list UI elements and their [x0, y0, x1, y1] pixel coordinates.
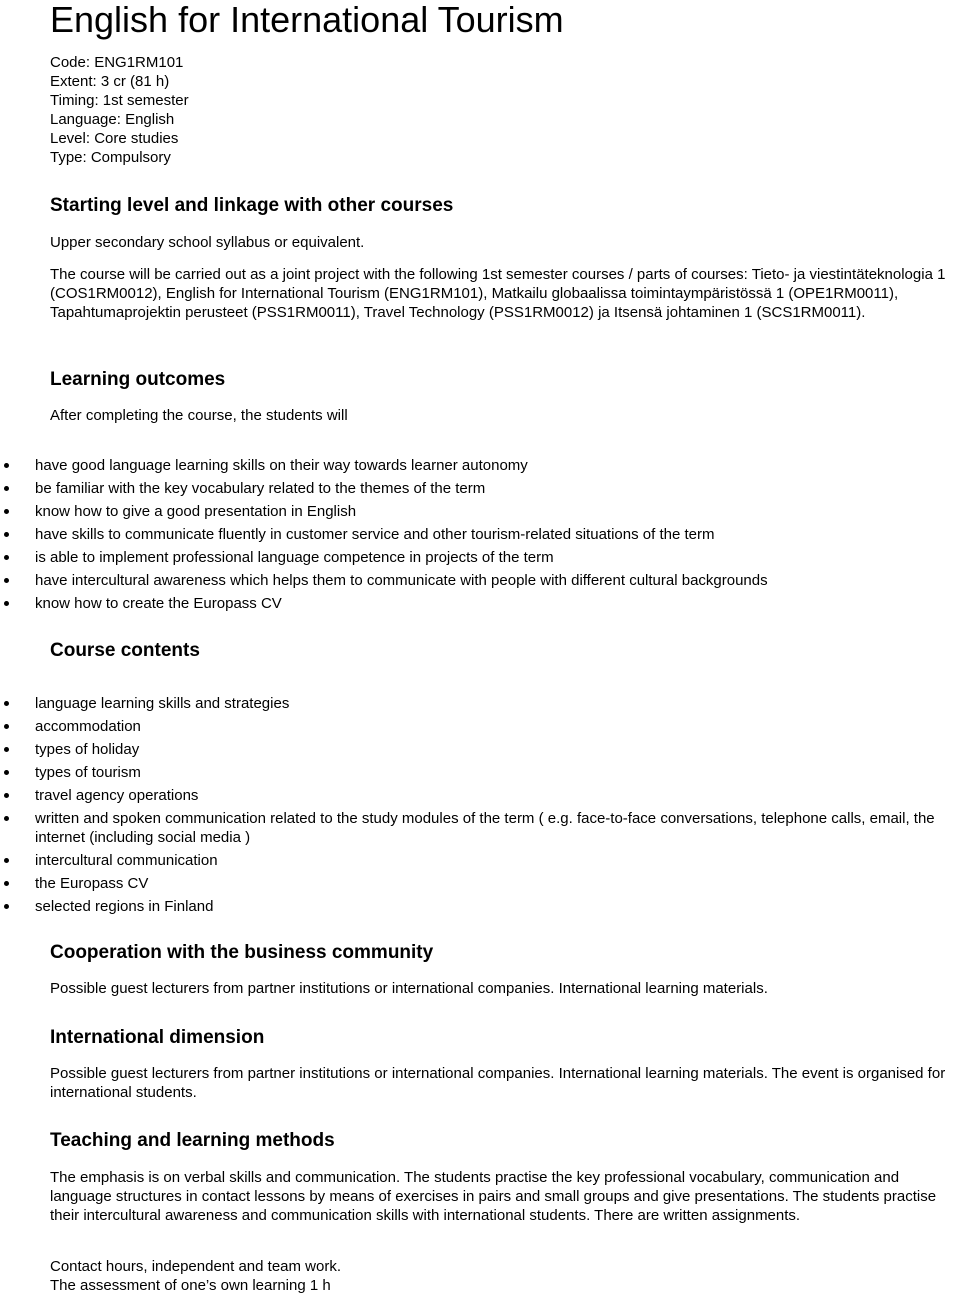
- list-item: types of holiday: [0, 740, 947, 759]
- list-item: have skills to communicate fluently in customer service and other tourism-related situations of the term: [0, 525, 947, 544]
- page-title: English for International Tourism: [50, 0, 564, 40]
- course-type: Type: Compulsory: [50, 149, 171, 166]
- course-contents-list: [0, 694, 960, 920]
- international-dimension-heading: International dimension: [50, 1027, 265, 1048]
- bullet-icon: [4, 881, 9, 886]
- list-item: know how to create the Europass CV: [0, 594, 947, 613]
- course-level: Level: Core studies: [50, 130, 179, 147]
- teaching-methods-heading: Teaching and learning methods: [50, 1130, 335, 1151]
- learning-outcomes-heading: Learning outcomes: [50, 369, 226, 390]
- bullet-icon: [4, 509, 9, 514]
- list-item: written and spoken communication related to the study modules of the term ( e.g. face-to-face conversations, telephone calls, email, the internet (including social media ): [0, 809, 947, 847]
- list-item: accommodation: [0, 717, 947, 736]
- list-item: travel agency operations: [0, 786, 947, 805]
- course-extent: Extent: 3 cr (81 h): [50, 73, 170, 90]
- bullet-icon: [4, 816, 9, 821]
- bullet-icon: [4, 770, 9, 775]
- bullet-icon: [4, 724, 9, 729]
- bullet-icon: [4, 532, 9, 537]
- assessment-text: The assessment of one’s own learning 1 h: [50, 1277, 331, 1294]
- course-code: Code: ENG1RM101: [50, 54, 184, 71]
- cooperation-heading: Cooperation with the business community: [50, 942, 434, 963]
- learning-outcomes-intro: After completing the course, the students will: [50, 407, 348, 424]
- list-item: be familiar with the key vocabulary related to the themes of the term: [0, 479, 947, 498]
- bullet-icon: [4, 747, 9, 752]
- list-item: selected regions in Finland: [0, 897, 947, 916]
- starting-level-text: Upper secondary school syllabus or equivalent.: [50, 234, 365, 251]
- bullet-icon: [4, 578, 9, 583]
- bullet-icon: [4, 904, 9, 909]
- list-item: have intercultural awareness which helps them to communicate with people with different cultural backgrounds: [0, 571, 947, 590]
- bullet-icon: [4, 701, 9, 706]
- course-contents-heading: Course contents: [50, 640, 200, 661]
- list-item: types of tourism: [0, 763, 947, 782]
- bullet-icon: [4, 555, 9, 560]
- bullet-icon: [4, 601, 9, 606]
- international-dimension-text: Possible guest lecturers from partner institutions or international companies. International learning materials. The event is organised for international students.: [50, 1065, 946, 1101]
- bullet-icon: [4, 858, 9, 863]
- list-item: the Europass CV: [0, 874, 947, 893]
- bullet-icon: [4, 793, 9, 798]
- list-item: know how to give a good presentation in English: [0, 502, 947, 521]
- starting-level-heading: Starting level and linkage with other courses: [50, 195, 454, 216]
- list-item: have good language learning skills on their way towards learner autonomy: [0, 456, 947, 475]
- teaching-methods-text: The emphasis is on verbal skills and communication. The students practise the key professional vocabulary, communication and language structures in contact lessons by means of exercises in pairs and small groups and give presentations. The students practise their intercultural awareness and communication skills with international students. There are written assignments.: [50, 1169, 937, 1224]
- linkage-text: The course will be carried out as a joint project with the following 1st semester courses / parts of courses: Tieto- ja viestintäteknologia 1 (COS1RM0012), English for International Tourism (ENG1RM101), Matkailu globaalissa toimintaympäristössä 1 (OPE1RM0011), Tapahtumaprojektin perusteet (PSS1RM0011), Travel Technology (PSS1RM0012) ja Itsensä johtaminen 1 (SCS1RM0011).: [50, 266, 946, 321]
- list-item: language learning skills and strategies: [0, 694, 947, 713]
- bullet-icon: [4, 486, 9, 491]
- list-item: is able to implement professional language competence in projects of the term: [0, 548, 947, 567]
- contact-hours-text: Contact hours, independent and team work.: [50, 1258, 342, 1275]
- course-language: Language: English: [50, 111, 175, 128]
- course-timing: Timing: 1st semester: [50, 92, 189, 109]
- list-item: intercultural communication: [0, 851, 947, 870]
- learning-outcomes-list: [0, 456, 960, 617]
- cooperation-text: Possible guest lecturers from partner institutions or international companies. International learning materials.: [50, 980, 768, 997]
- bullet-icon: [4, 463, 9, 468]
